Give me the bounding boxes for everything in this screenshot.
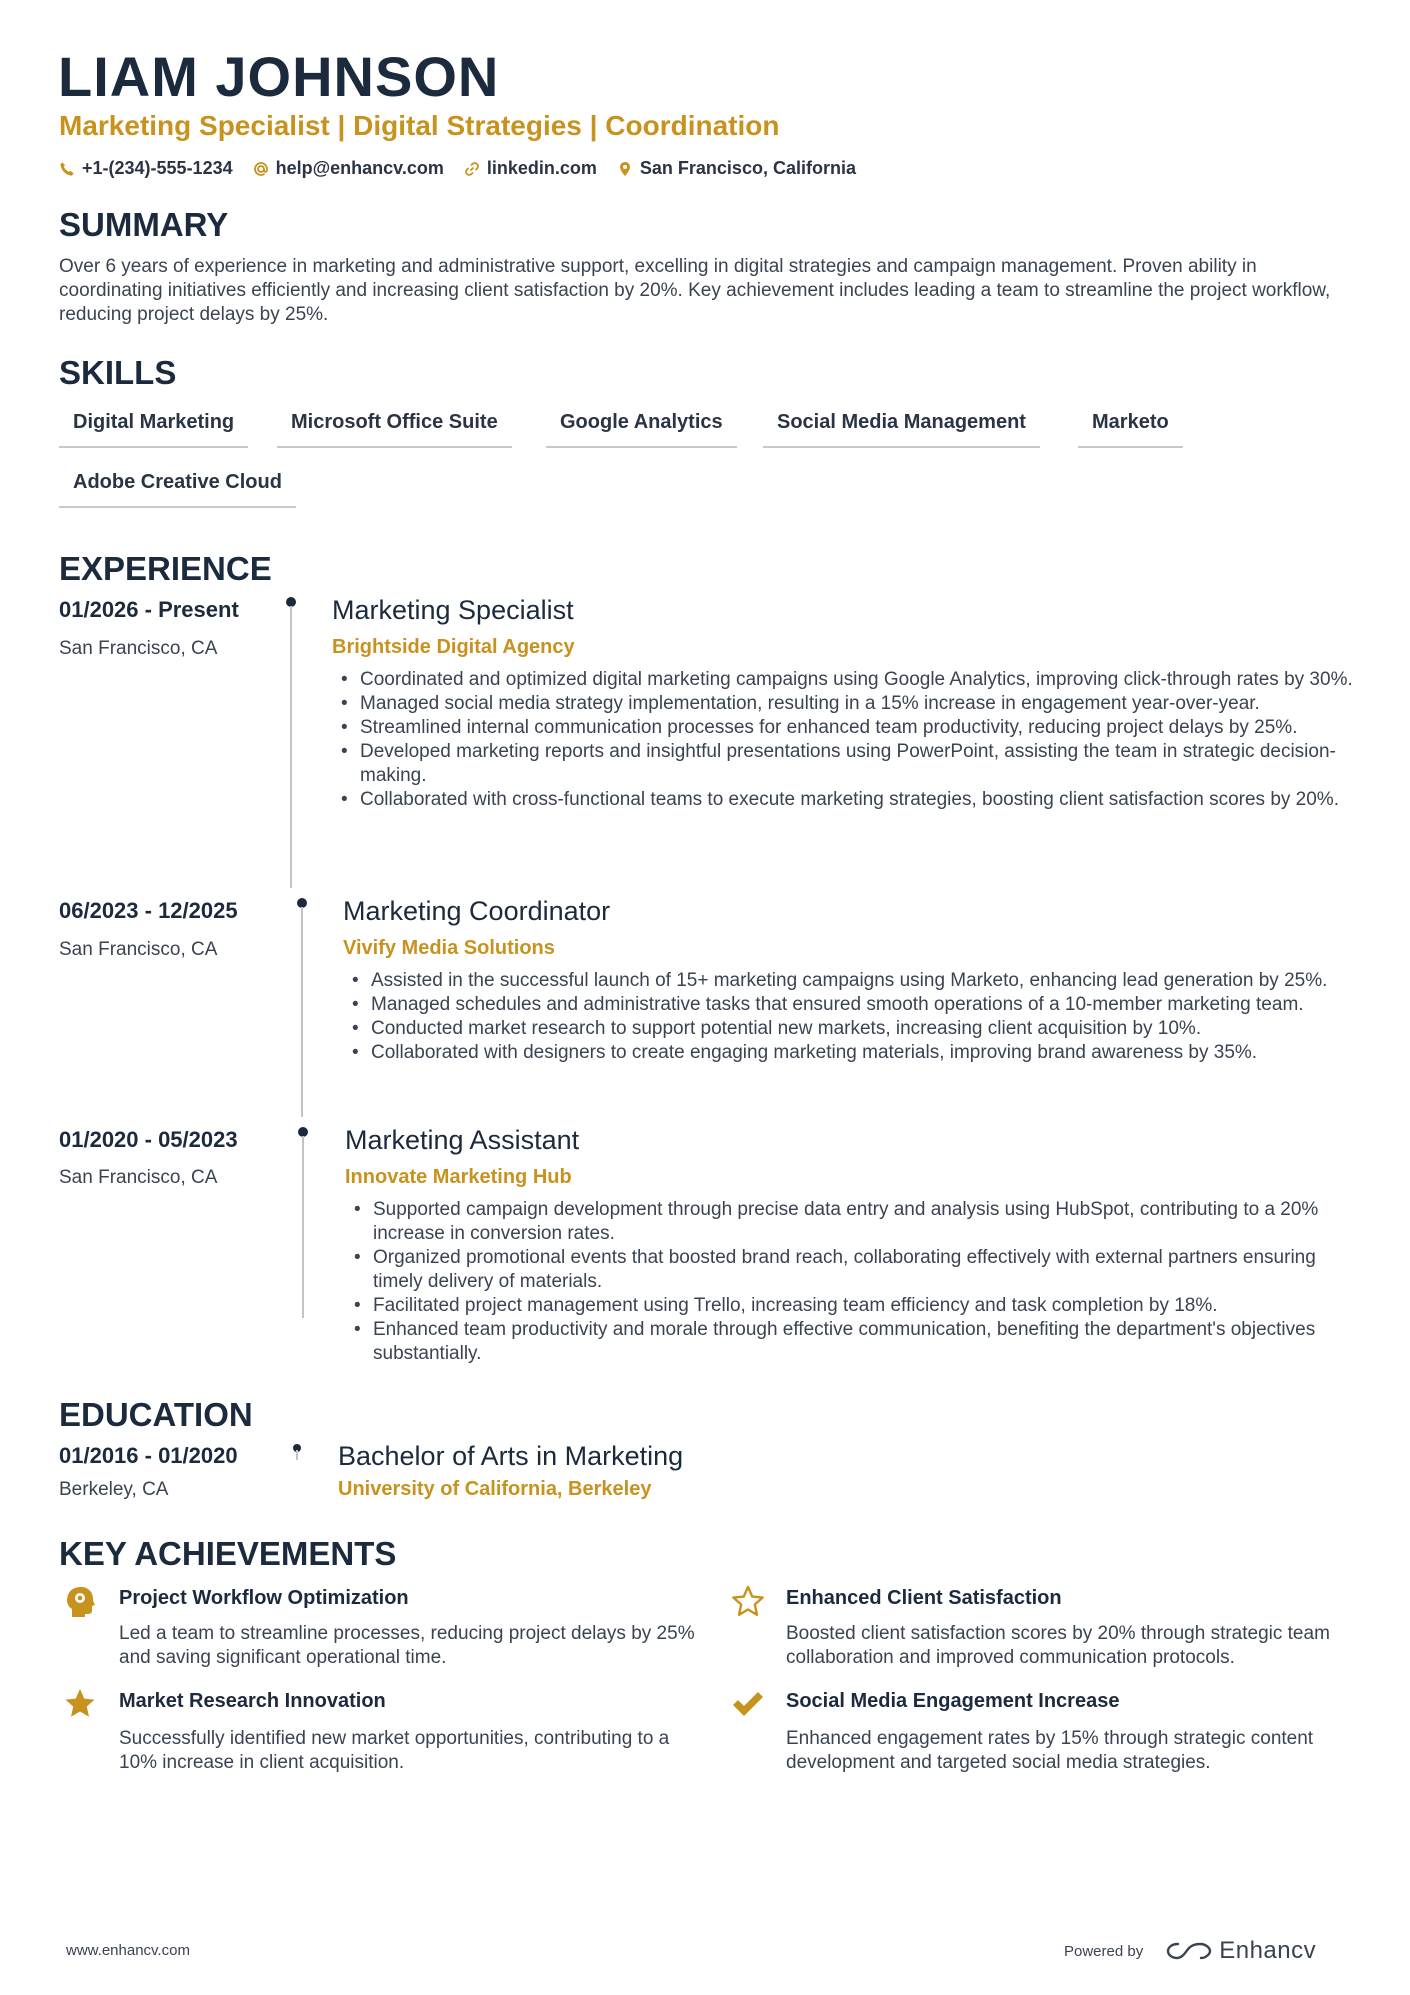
list-item: • Assisted in the successful launch of 15+ marketing campaigns using Marketo, enhancing lead generation by 25%.	[343, 969, 1363, 993]
at-sign-icon	[253, 161, 269, 177]
job-title: Marketing Coordinator	[343, 896, 611, 926]
company-name: Vivify Media Solutions	[343, 937, 555, 959]
summary-heading: SUMMARY	[59, 206, 229, 243]
enhancv-logo-icon	[1165, 1939, 1213, 1963]
job-dates: 01/2020 - 05/2023	[59, 1127, 238, 1152]
achievement-title: Enhanced Client Satisfaction	[786, 1587, 1062, 1609]
achievement-desc: Enhanced engagement rates by 15% through strategic content development and targeted social media strategies.	[786, 1728, 1314, 1773]
school-name: University of California, Berkeley	[338, 1478, 652, 1500]
powered-by-label: Powered by	[1064, 1942, 1144, 1960]
company-name: Innovate Marketing Hub	[345, 1166, 572, 1188]
list-item: • Conducted market research to support potential new markets, increasing client acquisition by 10%.	[343, 1017, 1363, 1041]
head-gear-icon	[62, 1584, 98, 1620]
timeline-line	[302, 1136, 304, 1318]
company-name: Brightside Digital Agency	[332, 636, 575, 658]
list-item: • Developed marketing reports and insightful presentations using PowerPoint, assisting the team in strategic decision-making.	[332, 740, 1362, 788]
achievements-heading: KEY ACHIEVEMENTS	[59, 1535, 397, 1572]
linkedin-text: linkedin.com	[486, 158, 597, 178]
job-title: Marketing Specialist	[332, 595, 574, 625]
contact-phone[interactable]	[59, 158, 233, 179]
headline: Marketing Specialist | Digital Strategies | Coordination	[59, 110, 780, 141]
star-filled-icon	[62, 1686, 98, 1722]
star-outline-icon	[730, 1584, 766, 1620]
education-location: Berkeley, CA	[59, 1479, 169, 1500]
link-icon	[464, 161, 480, 177]
achievement-icon	[730, 1686, 766, 1727]
achievement-desc: Led a team to streamline processes, reducing project delays by 25% and saving significant operational time.	[119, 1623, 695, 1668]
skill-tag: Social Media Management	[763, 411, 1040, 448]
skill-tag: Adobe Creative Cloud	[59, 471, 296, 508]
list-item: • Managed schedules and administrative tasks that ensured smooth operations of a 10-member marketing team.	[343, 993, 1363, 1017]
checkmark-icon	[730, 1686, 766, 1722]
achievement-icon	[730, 1584, 766, 1625]
job-dates: 01/2026 - Present	[59, 597, 239, 622]
list-item: • Facilitated project management using Trello, increasing team efficiency and task completion by 18%.	[345, 1294, 1365, 1318]
skill-tag: Microsoft Office Suite	[277, 411, 512, 448]
list-item: • Streamlined internal communication processes for enhanced team productivity, reducing project delays by 25%.	[332, 716, 1362, 740]
job-bullets	[345, 1198, 1365, 1366]
list-item: • Organized promotional events that boosted brand reach, collaborating effectively with external partners ensuring timely delivery of materials.	[345, 1246, 1365, 1294]
timeline-line	[301, 907, 303, 1117]
job-bullets	[332, 668, 1362, 812]
achievement-title: Project Workflow Optimization	[119, 1587, 409, 1609]
achievement-title: Social Media Engagement Increase	[786, 1690, 1120, 1712]
achievement-title: Market Research Innovation	[119, 1690, 386, 1712]
summary-text: Over 6 years of experience in marketing and administrative support, excelling in digital strategies and campaign management. Proven ability in coordinating initiatives efficiently and increasing client satisfaction by 20%. Key achievement includes leading a team to streamline the project workflow, reducing project delays by 25%.	[59, 256, 1331, 325]
skill-tag: Digital Marketing	[59, 411, 248, 448]
contact-linkedin[interactable]	[464, 158, 597, 179]
enhancv-brand: Enhancv	[1219, 1937, 1317, 1964]
job-location: San Francisco, CA	[59, 638, 218, 659]
candidate-name: LIAM JOHNSON	[58, 45, 500, 108]
job-location: San Francisco, CA	[59, 1167, 218, 1188]
education-heading: EDUCATION	[59, 1396, 253, 1433]
list-item: • Collaborated with designers to create engaging marketing materials, improving brand awareness by 35%.	[343, 1041, 1363, 1065]
job-bullets	[343, 969, 1363, 1065]
list-item: • Enhanced team productivity and morale through effective communication, benefiting the department's objectives substantially.	[345, 1318, 1365, 1366]
degree-title: Bachelor of Arts in Marketing	[338, 1441, 684, 1471]
timeline-line	[296, 1450, 298, 1460]
skills-heading: SKILLS	[59, 354, 177, 391]
list-item: • Coordinated and optimized digital marketing campaigns using Google Analytics, improving click-through rates by 30%.	[332, 668, 1362, 692]
job-dates: 06/2023 - 12/2025	[59, 898, 238, 923]
footer-branding	[1064, 1937, 1316, 1965]
skill-tag: Google Analytics	[546, 411, 737, 448]
map-pin-icon	[617, 161, 633, 177]
skill-tag: Marketo	[1078, 411, 1183, 448]
phone-text: +1-(234)-555-1234	[82, 158, 233, 178]
timeline-line	[290, 606, 292, 888]
experience-heading: EXPERIENCE	[59, 550, 272, 587]
achievement-icon	[62, 1584, 98, 1625]
achievement-icon	[62, 1686, 98, 1727]
job-location: San Francisco, CA	[59, 939, 218, 960]
footer-website[interactable]: www.enhancv.com	[66, 1942, 190, 1959]
contact-email[interactable]	[253, 158, 444, 179]
list-item: • Supported campaign development through precise data entry and analysis using HubSpot, contributing to a 20% increase in conversion rates.	[345, 1198, 1365, 1246]
list-item: • Collaborated with cross-functional teams to execute marketing strategies, boosting client satisfaction scores by 20%.	[332, 788, 1362, 812]
list-item: • Managed social media strategy implementation, resulting in a 15% increase in engagement year-over-year.	[332, 692, 1362, 716]
job-title: Marketing Assistant	[345, 1125, 580, 1155]
achievement-desc: Successfully identified new market opportunities, contributing to a 10% increase in client acquisition.	[119, 1728, 670, 1773]
location-text: San Francisco, California	[639, 158, 856, 178]
achievement-desc: Boosted client satisfaction scores by 20% through strategic team collaboration and improved communication protocols.	[786, 1623, 1330, 1668]
contact-bar	[59, 158, 876, 179]
phone-icon	[59, 161, 75, 177]
email-text: help@enhancv.com	[275, 158, 444, 178]
education-dates: 01/2016 - 01/2020	[59, 1443, 238, 1468]
contact-location	[617, 158, 856, 179]
